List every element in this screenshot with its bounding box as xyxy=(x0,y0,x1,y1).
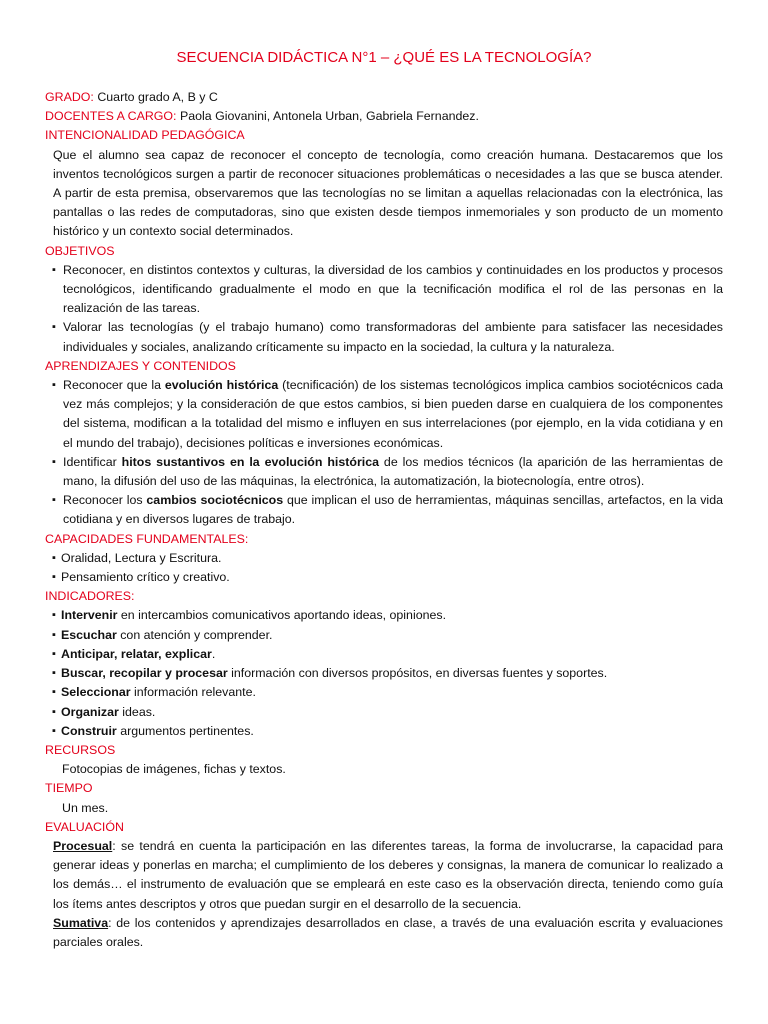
indicador-item xyxy=(45,664,723,683)
sumativa-text: : de los contenidos y aprendizajes desarrollados en clase, a través de una evaluación escrita y evaluaciones parciales orales. xyxy=(53,915,723,949)
aprendizaje-bold: evolución histórica xyxy=(164,378,279,393)
grado-line xyxy=(45,88,723,107)
intencionalidad-text: Que el alumno sea capaz de reconocer el concepto de tecnología, como creación humana. Destacaremos que los inventos tecnológicos surgen a partir de reconocer situaciones problemáticas o necesidades a las que se busca atender. A partir de esta premisa, observaremos que las tecnologías no se limitan a aquellas relacionadas con la electrónica, las pantallas o las redes de computadoras, sino que existen desde tiempos inmemoriales y son producto de un momento histórico y un contexto social determinados. xyxy=(53,147,723,239)
indicador-bold: Construir xyxy=(61,723,117,738)
aprendizaje-text: Reconocer los xyxy=(63,493,147,508)
indicador-bold: Intervenir xyxy=(61,608,118,623)
indicador-bold: Seleccionar xyxy=(61,685,131,700)
indicador-text: argumentos pertinentes. xyxy=(116,723,254,738)
docentes-label: DOCENTES A CARGO: xyxy=(45,109,177,124)
indicador-bold: Escuchar xyxy=(61,627,117,642)
procesual-label: Procesual xyxy=(53,838,113,853)
evaluacion-heading: EVALUACIÓN xyxy=(45,819,124,834)
capacidad-item: ▪ Oralidad, Lectura y Escritura. xyxy=(45,549,723,568)
document-page xyxy=(45,48,723,952)
aprendizaje-bold: cambios sociotécnicos xyxy=(146,493,284,508)
indicadores-list xyxy=(45,606,723,740)
aprendizaje-text: Identificar xyxy=(63,454,122,469)
evaluacion-sumativa xyxy=(45,914,723,952)
indicador-text: con atención y comprender. xyxy=(116,627,273,642)
capacidad-item: ▪ Pensamiento crítico y creativo. xyxy=(45,568,723,587)
capacidades-heading: CAPACIDADES FUNDAMENTALES: xyxy=(45,531,249,546)
grado-label: GRADO: xyxy=(45,90,94,104)
capacidades-list xyxy=(45,549,723,587)
indicador-item xyxy=(45,683,723,702)
intencionalidad-heading: INTENCIONALIDAD PEDAGÓGICA xyxy=(45,128,245,143)
aprendizajes-list xyxy=(45,376,723,530)
indicador-text: ideas. xyxy=(118,704,156,719)
aprendizaje-item xyxy=(45,453,723,491)
indicador-text: información con diversos propósitos, en diversas fuentes y soportes. xyxy=(227,666,608,681)
indicadores-heading: INDICADORES: xyxy=(45,589,135,604)
objetivo-item: ▪ Reconocer, en distintos contextos y culturas, la diversidad de los cambios y continuidades en los productos y procesos tecnológicos, identificando gradualmente el modo en que la tecnificación modifica el rol de las personas en la realización de las tareas. xyxy=(45,261,723,319)
aprendizaje-item xyxy=(45,376,723,453)
indicador-bold: Anticipar, relatar, explicar xyxy=(61,646,212,661)
sumativa-label: Sumativa xyxy=(53,915,109,930)
aprendizaje-text: Reconocer que la xyxy=(63,378,165,393)
aprendizaje-text: de los medios técnicos (la aparición de las herramientas de mano, la difusión del uso de las máquinas, la electrónica, la automatización, la biotecnología, entre otros). xyxy=(63,454,724,489)
document-title: SECUENCIA DIDÁCTICA N°1 – ¿QUÉ ES LA TECNOLOGÍA? xyxy=(176,49,592,66)
indicador-bold: Organizar xyxy=(61,704,119,719)
objetivos-heading: OBJETIVOS xyxy=(45,243,115,258)
indicador-text: . xyxy=(211,646,216,661)
grado-value: Cuarto grado A, B y C xyxy=(93,90,218,104)
indicador-item xyxy=(45,606,723,625)
indicador-item xyxy=(45,703,723,722)
aprendizaje-text: (tecnificación) de los sistemas tecnológicos implica cambios sociotécnicos cada vez más complejos; y la consideración de que estos cambios, si bien pueden darse en cualquiera de los componentes del sistema, modifican a la totalidad del mismo e influyen en sus interrelaciones (por ejemplo, en la vida cotidiana y en el mundo del trabajo), decisiones políticas e inversiones económicas. xyxy=(63,378,723,450)
indicador-text: en intercambios comunicativos aportando ideas, opiniones. xyxy=(117,608,447,623)
aprendizaje-bold: hitos sustantivos en la evolución histórica xyxy=(121,454,379,469)
tiempo-text: Un mes. xyxy=(62,800,109,815)
tiempo-heading: TIEMPO xyxy=(45,781,93,796)
recursos-heading: RECURSOS xyxy=(45,742,116,757)
objetivo-item: ▪ Valorar las tecnologías (y el trabajo humano) como transformadoras del ambiente para satisfacer las necesidades individuales y sociales, analizando críticamente su impacto en la sociedad, la cultura y la naturaleza. xyxy=(45,318,723,356)
aprendizaje-item xyxy=(45,491,723,529)
procesual-text: : se tendrá en cuenta la participación en las diferentes tareas, la forma de involucrarse, la capacidad para generar ideas y ponerlas en marcha; el cumplimiento de los deberes y consignas, la manera de comunicar lo realizado a los demás… el instrumento de evaluación que se empleará en este caso es la observación directa, teniendo como guía los ítems antes descriptos y otros que puedan surgir en el desarrollo de la secuencia. xyxy=(53,838,723,911)
indicador-item xyxy=(45,722,723,741)
indicador-bold: Buscar, recopilar y procesar xyxy=(61,666,228,681)
indicador-item xyxy=(45,626,723,645)
aprendizajes-heading: APRENDIZAJES Y CONTENIDOS xyxy=(45,358,236,373)
evaluacion-procesual xyxy=(45,837,723,914)
indicador-item xyxy=(45,645,723,664)
docentes-line xyxy=(45,107,723,126)
objetivos-list xyxy=(45,261,723,357)
recursos-text: Fotocopias de imágenes, fichas y textos. xyxy=(62,762,286,777)
aprendizaje-text: que implican el uso de herramientas, máquinas sencillas, artefactos, en la vida cotidiana y en diversos lugares de trabajo. xyxy=(63,493,723,527)
indicador-text: información relevante. xyxy=(130,685,256,700)
docentes-value: Paola Giovanini, Antonela Urban, Gabriela Fernandez. xyxy=(176,109,479,124)
